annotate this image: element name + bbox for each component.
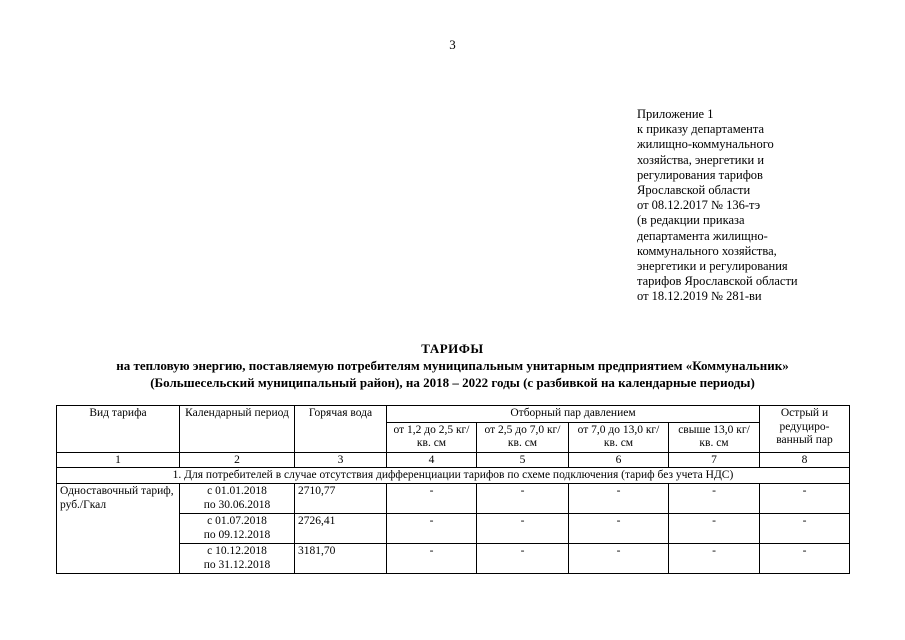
column-number: 6 — [569, 452, 669, 467]
column-number-row — [57, 452, 850, 467]
appendix-line: жилищно-коммунального — [637, 137, 774, 152]
appendix-line: Ярославской области — [637, 183, 751, 198]
steam-4-value: - — [669, 514, 760, 544]
sharp-steam-value: - — [760, 484, 850, 514]
header-steam-2: от 2,5 до 7,0 кг/ кв. см — [477, 422, 569, 452]
title-heading: ТАРИФЫ — [421, 341, 484, 356]
steam-3-value: - — [569, 544, 669, 574]
appendix-line: коммунального хозяйства, — [637, 243, 777, 258]
column-number: 5 — [477, 452, 569, 467]
section-row — [57, 467, 850, 484]
appendix-line: хозяйства, энергетики и — [637, 152, 765, 167]
period-cell — [180, 544, 295, 574]
steam-2-value: - — [477, 544, 569, 574]
header-tariff-type: Вид тарифа — [57, 406, 180, 453]
header-sharp-steam: Острый и редуциро-ванный пар — [760, 406, 850, 453]
hot-water-value: 2726,41 — [295, 514, 387, 544]
appendix-line: к приказу департамента — [637, 122, 765, 137]
period-cell — [180, 514, 295, 544]
sharp-steam-value: - — [760, 544, 850, 574]
tariff-table — [56, 405, 850, 574]
steam-1-value: - — [387, 484, 477, 514]
period-from: с 01.01.2018 — [207, 485, 267, 497]
appendix-line: от 18.12.2019 № 281-ви — [637, 289, 762, 304]
steam-4-value: - — [669, 544, 760, 574]
period-to: по 31.12.2018 — [203, 558, 271, 571]
steam-1-value: - — [387, 514, 477, 544]
column-number: 8 — [760, 452, 850, 467]
header-steam-1: от 1,2 до 2,5 кг/ кв. см — [387, 422, 477, 452]
appendix-line: регулирования тарифов — [637, 167, 763, 182]
appendix-note — [637, 107, 897, 305]
period-to: по 30.06.2018 — [203, 498, 271, 511]
appendix-line: энергетики и регулирования — [637, 259, 788, 274]
title-subtitle-line: (Большесельский муниципальный район), на 2018 – 2022 годы (с разбивкой на календарные периоды) — [150, 375, 755, 390]
steam-2-value: - — [477, 484, 569, 514]
period-cell — [180, 484, 295, 514]
page-number: 3 — [449, 37, 456, 52]
header-steam-group: Отборный пар давлением — [387, 406, 760, 423]
header-hot-water: Горячая вода — [295, 406, 387, 453]
header-steam-3: от 7,0 до 13,0 кг/ кв. см — [569, 422, 669, 452]
title-subtitle-line: на тепловую энергию, поставляемую потребителям муниципальным унитарным предприятием «Коммунальник» — [116, 358, 789, 373]
document-title — [0, 340, 905, 391]
steam-4-value: - — [669, 484, 760, 514]
table-header-row — [57, 406, 850, 423]
steam-3-value: - — [569, 514, 669, 544]
period-from: с 10.12.2018 — [207, 545, 267, 557]
column-number: 7 — [669, 452, 760, 467]
header-period: Календарный период — [180, 406, 295, 453]
header-steam-4: свыше 13,0 кг/ кв. см — [669, 422, 760, 452]
appendix-line: департамента жилищно- — [637, 228, 768, 243]
hot-water-value: 3181,70 — [295, 544, 387, 574]
appendix-line: (в редакции приказа — [637, 213, 745, 228]
steam-2-value: - — [477, 514, 569, 544]
period-to: по 09.12.2018 — [203, 528, 271, 541]
appendix-line: тарифов Ярославской области — [637, 274, 798, 289]
steam-1-value: - — [387, 544, 477, 574]
hot-water-value: 2710,77 — [295, 484, 387, 514]
column-number: 4 — [387, 452, 477, 467]
column-number: 1 — [57, 452, 180, 467]
tariff-name-cell: Одноставочный тариф, руб./Гкал — [57, 484, 180, 574]
column-number: 2 — [180, 452, 295, 467]
section-title: 1. Для потребителей в случае отсутствия дифференциации тарифов по схеме подключения (тариф без учета НДС) — [57, 467, 850, 484]
table-row — [57, 484, 850, 514]
appendix-line: Приложение 1 — [637, 107, 714, 121]
period-from: с 01.07.2018 — [207, 515, 267, 527]
appendix-line: от 08.12.2017 № 136-тэ — [637, 198, 761, 213]
column-number: 3 — [295, 452, 387, 467]
sharp-steam-value: - — [760, 514, 850, 544]
steam-3-value: - — [569, 484, 669, 514]
